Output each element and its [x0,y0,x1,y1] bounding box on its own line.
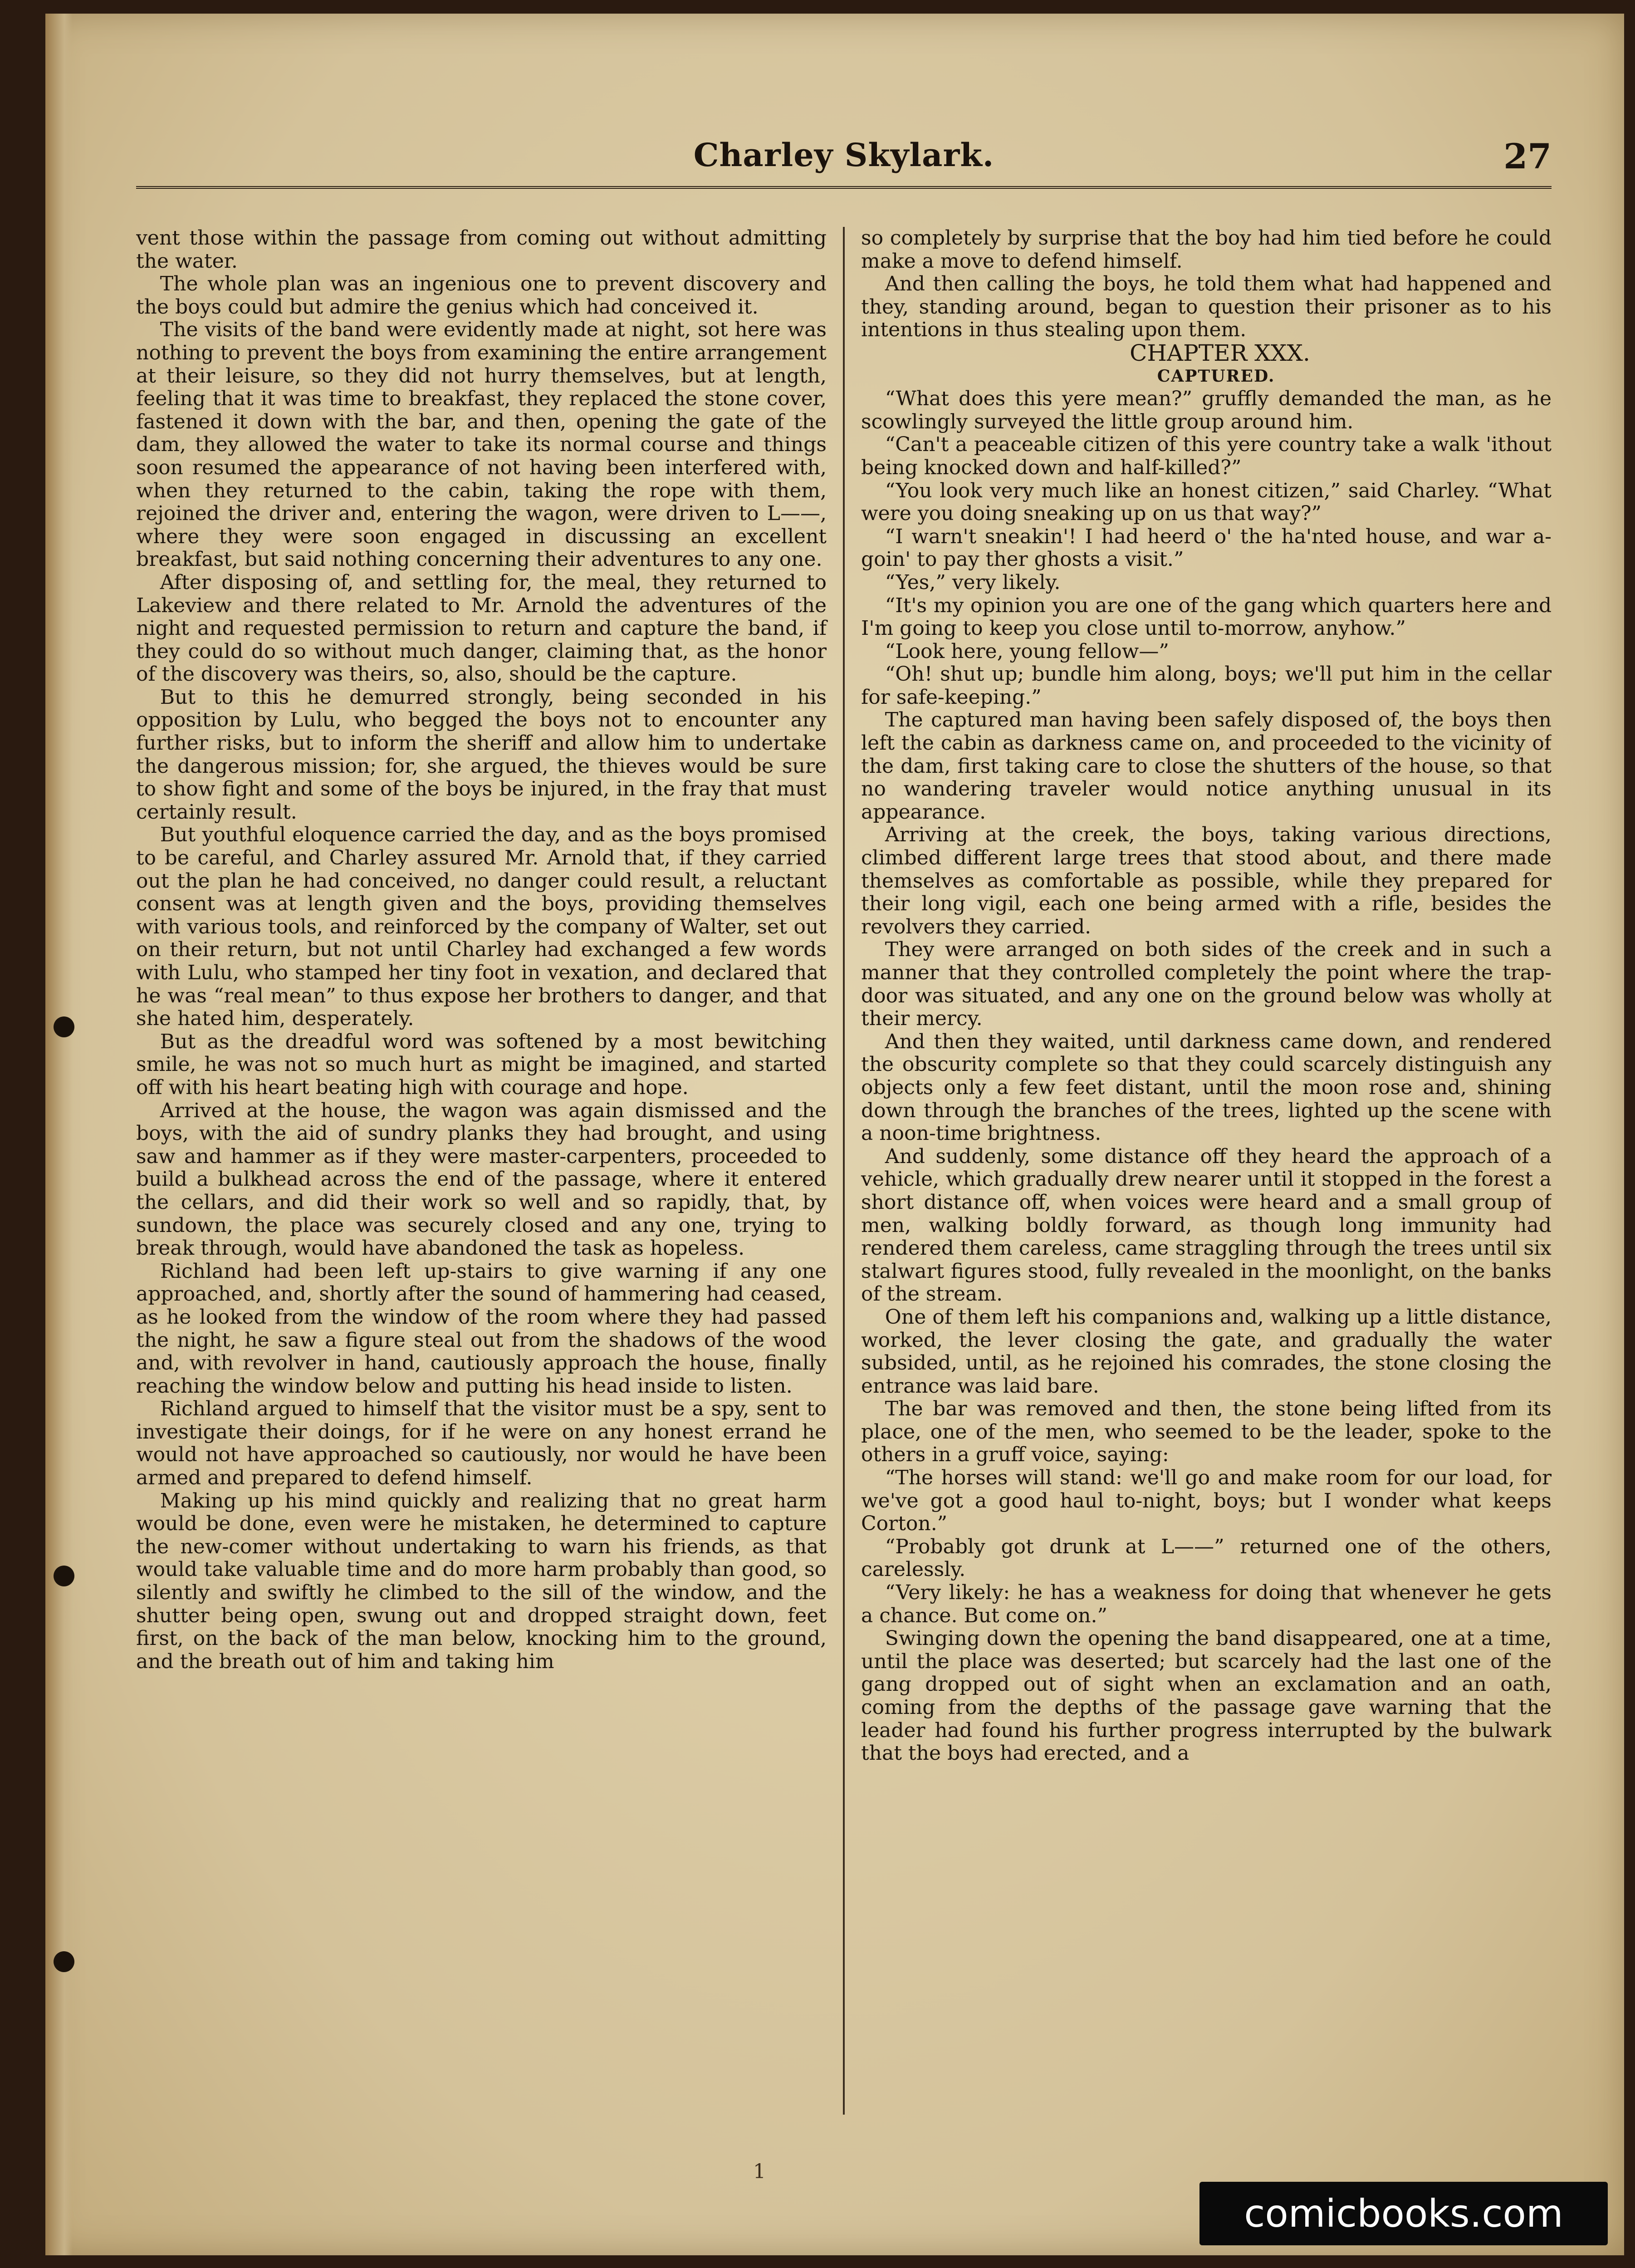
paragraph: vent those within the passage from coming out without admitting the water. [136,227,827,273]
paragraph: “Yes,” very likely. [885,570,1061,594]
paragraph: “Probably got drunk at L——” returned one of the others, carelessly. [861,1535,1552,1581]
paragraph: The visits of the band were evidently made at night, sot here was nothing to prevent the boys from examining the entire arrangement at their leisure, so they did not hurry themselves, but at length, feeling that it was time to breakfast, they replaced the stone cover, fastened it down with the bar, and then, opening the gate of the dam, they allowed the water to take its normal course and things soon resumed the appearance of not having been interfered with, when they returned to the cabin, taking the rope with them, rejoined the driver and, entering the wagon, were driven to L——, where they were soon engaged in discussing an excellent breakfast, but said nothing concerning their adventures to any one. [136,318,827,571]
paragraph: “Very likely: he has a weakness for doing that whenever he gets a chance. But come on.” [861,1581,1552,1627]
paragraph: “The horses will stand: we'll go and make room for our load, for we've got a good haul to-night, boys; but I wonder what keeps Corton.” [861,1466,1552,1536]
watermark-logo: comicbooks.com [1199,2182,1608,2245]
document-page [45,14,1624,2255]
paragraph: And suddenly, some distance off they heard the approach of a vehicle, which gradually drew nearer until it stopped in the forest a short distance off, when voices were heard and a small group of men, walking boldly forward, as though long immunity had rendered them careless, came straggling through the trees until six stalwart figures stood, fully revealed in the moonlight, on the banks of the stream. [861,1144,1552,1306]
paragraph: But as the dreadful word was softened by a most bewitching smile, he was not so much hurt as might be imagined, and started off with his heart beating high with courage and hope. [136,1030,827,1099]
right-column [845,227,1552,2115]
paragraph: After disposing of, and settling for, the meal, they returned to Lakeview and there related to Mr. Arnold the adventures of the night and requested permission to return and capture the band, if they could do so without much danger, claiming that, as the honor of the discovery was theirs, so, also, should be the capture. [136,570,827,686]
paragraph: “Can't a peaceable citizen of this yere country take a walk 'ithout being knocked down and half-killed?” [861,433,1552,479]
chapter-subtitle: CAPTURED. [1157,366,1275,386]
paragraph: The whole plan was an ingenious one to prevent discovery and the boys could but admire the genius which had conceived it. [136,272,827,319]
paragraph: “What does this yere mean?” gruffly demanded the man, as he scowlingly surveyed the little group around him. [861,387,1552,433]
footer-mark: 1 [753,2160,766,2183]
paragraph: The captured man having been safely disposed of, the boys then left the cabin as darkness came on, and proceeded to the vicinity of the dam, first taking care to close the shutters of the house, so that no wandering traveler would notice anything unusual in its appearance. [861,708,1552,824]
running-title: Charley Skylark. [693,136,994,174]
paragraph: Richland argued to himself that the visitor must be a spy, sent to investigate their doings, for if he were on any honest errand he would not have approached so cautiously, nor would he have been armed and prepared to defend himself. [136,1397,827,1490]
paragraph: Making up his mind quickly and realizing that no great harm would be done, even were he mistaken, he determined to capture the new-comer without undertaking to warn his friends, as that would take valuable time and do more harm probably than good, so silently and swiftly he climbed to the sill of the window, and the shutter being open, swung out and dropped straight down, feet first, on the back of the man below, knocking him to the ground, and the breath out of him and taking him [136,1489,827,1673]
text-columns [136,227,1552,2115]
paragraph: But youthful eloquence carried the day, and as the boys promised to be careful, and Charley assured Mr. Arnold that, if they carried out the plan he had conceived, no danger could result, a reluctant consent was at length given and the boys, providing themselves with various tools, and reinforced by the company of Walter, set out on their return, but not until Charley had exchanged a few words with Lulu, who stamped her tiny foot in vexation, and declared that he was “real mean” to thus expose her brothers to danger, and that she hated him, desperately. [136,823,827,1031]
paragraph: “You look very much like an honest citizen,” said Charley. “What were you doing sneaking up on us that way?” [861,479,1552,525]
paragraph: “I warn't sneakin'! I had heerd o' the ha'nted house, and war a-goin' to pay ther ghosts a visit.” [861,525,1552,571]
paragraph: The bar was removed and then, the stone being lifted from its place, one of the men, who seemed to be the leader, spoke to the others in a gruff voice, saying: [861,1397,1552,1467]
page-number: 27 [1503,136,1552,177]
paragraph: Swinging down the opening the band disappeared, one at a time, until the place was deserted; but scarcely had the last one of the gang dropped out of sight when an exclamation and an oath, coming from the depths of the passage gave warning that the leader had found his further progress interrupted by the bulwark that the boys had erected, and a [861,1627,1552,1765]
binding-hole [54,1016,74,1037]
paragraph: so completely by surprise that the boy had him tied before he could make a move to defend himself. [861,227,1552,273]
paragraph: Richland had been left up-stairs to give warning if any one approached, and, shortly after the sound of hammering had ceased, as he looked from the window of the room where they had passed the night, he saw a figure steal out from the shadows of the wood and, with revolver in hand, cautiously approach the house, finally reaching the window below and putting his head inside to listen. [136,1259,827,1398]
left-column [136,227,843,2115]
paragraph: One of them left his companions and, walking up a little distance, worked, the lever closing the gate, and gradually the water subsided, until, as he rejoined his comrades, the stone closing the entrance was laid bare. [861,1305,1552,1398]
binding-hole [54,1566,74,1586]
binding-hole [54,1951,74,1972]
paragraph: Arriving at the creek, the boys, taking various directions, climbed different large trees that stood about, and there made themselves as comfortable as possible, while they prepared for their long vigil, each one being armed with a rifle, besides the revolvers they carried. [861,823,1552,938]
paragraph: Arrived at the house, the wagon was again dismissed and the boys, with the aid of sundry planks they had brought, and using saw and hammer as if they were master-carpenters, proceeded to build a bulkhead across the end of the passage, where it entered the cellars, and did their work so well and so rapidly, that, by sundown, the place was securely closed and any one, trying to break through, would have abandoned the task as hopeless. [136,1099,827,1260]
paragraph: But to this he demurred strongly, being seconded in his opposition by Lulu, who begged the boys not to encounter any further risks, but to inform the sheriff and allow him to undertake the dangerous mission; for, she argued, the thieves would be sure to show fight and some of the boys be injured, in the fray that must certainly result. [136,685,827,824]
chapter-heading: CHAPTER XXX. [1130,339,1310,366]
paragraph: “Look here, young fellow—” [885,639,1169,663]
paragraph: And then they waited, until darkness came down, and rendered the obscurity complete so that they could scarcely distinguish any objects only a few feet distant, until the moon rose and, shining down through the branches of the trees, lighted up the scene with a noon-time brightness. [861,1030,1552,1145]
paragraph: “Oh! shut up; bundle him along, boys; we'll put him in the cellar for safe-keeping.” [861,663,1552,709]
page-spine [45,14,73,2255]
paragraph: They were arranged on both sides of the creek and in such a manner that they controlled completely the point where the trap-door was situated, and any one on the ground below was wholly at their mercy. [861,938,1552,1031]
paragraph: And then calling the boys, he told them what had happened and they, standing around, began to question their prisoner as to his intentions in thus stealing upon them. [861,272,1552,342]
page-header [136,136,1552,189]
paragraph: “It's my opinion you are one of the gang which quarters here and I'm going to keep you close until to-morrow, anyhow.” [861,594,1552,640]
